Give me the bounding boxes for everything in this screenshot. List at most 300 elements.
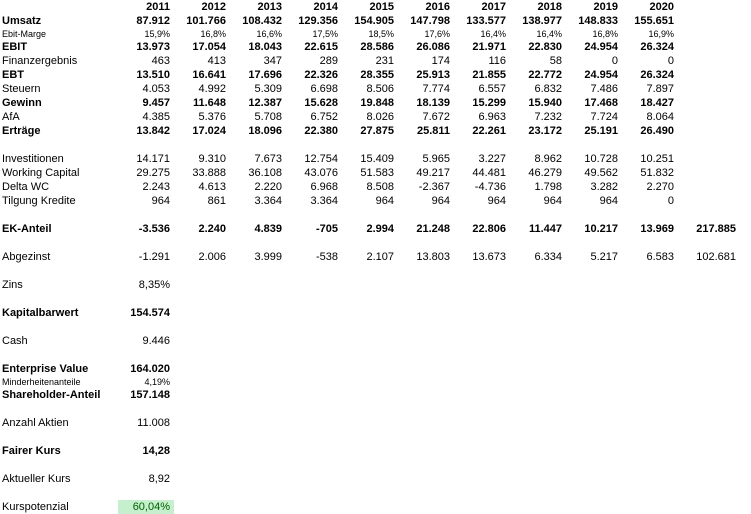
cell[interactable]: 154.574: [130, 307, 170, 319]
cell[interactable]: 15.628: [304, 97, 338, 109]
cell[interactable]: 3.282: [590, 181, 618, 193]
cell: [398, 500, 454, 514]
cell: [286, 362, 342, 376]
cell[interactable]: 6.752: [310, 111, 338, 123]
cell[interactable]: 5.708: [254, 111, 282, 123]
row-label: Delta WC: [2, 181, 50, 193]
cell[interactable]: 51.832: [640, 167, 674, 179]
cell[interactable]: 17.054: [192, 41, 226, 53]
spacer-row: [0, 458, 740, 472]
cell: [622, 362, 678, 376]
cell: [286, 472, 342, 486]
row-label: Working Capital: [2, 167, 80, 179]
cell[interactable]: 17,6%: [424, 29, 450, 39]
cell: [342, 388, 398, 402]
terminal-value-cell: [678, 82, 740, 96]
cell: [510, 472, 566, 486]
terminal-value-cell: [678, 54, 740, 68]
cell[interactable]: 18.096: [248, 125, 282, 137]
cell[interactable]: 22.380: [304, 125, 338, 137]
cell[interactable]: 18,5%: [368, 29, 394, 39]
cell[interactable]: 0: [667, 55, 674, 67]
cell: [230, 306, 286, 320]
row-ebt: [0, 68, 740, 82]
cell[interactable]: 964: [431, 195, 450, 207]
empty-cell: [0, 348, 740, 362]
cell[interactable]: 8,35%: [138, 279, 170, 291]
cell[interactable]: 5.217: [590, 251, 618, 263]
cell[interactable]: 3.364: [310, 195, 338, 207]
terminal-value-cell: [678, 278, 740, 292]
cell[interactable]: 347: [263, 55, 282, 67]
terminal-value-cell[interactable]: 217.885: [696, 223, 736, 235]
cell[interactable]: 26.086: [416, 41, 450, 53]
cell[interactable]: 16.641: [192, 69, 226, 81]
cell[interactable]: 7.724: [590, 111, 618, 123]
spacer-row: [0, 264, 740, 278]
cell[interactable]: 33.888: [192, 167, 226, 179]
cell[interactable]: 26.324: [640, 69, 674, 81]
cell[interactable]: 24.954: [584, 41, 618, 53]
cell[interactable]: 8,92: [148, 473, 170, 485]
cell[interactable]: 964: [599, 195, 618, 207]
cell[interactable]: 0: [611, 55, 618, 67]
cell[interactable]: 2.243: [142, 181, 170, 193]
terminal-value-cell: [678, 376, 740, 388]
cell[interactable]: 13.969: [640, 223, 674, 235]
cell: [454, 376, 510, 388]
cell: [510, 388, 566, 402]
empty-cell: [0, 138, 740, 152]
cell: [454, 278, 510, 292]
spacer-row: [0, 320, 740, 334]
cell[interactable]: -1.291: [138, 251, 170, 263]
cell[interactable]: 4,19%: [144, 377, 170, 387]
cell[interactable]: 16,4%: [480, 29, 506, 39]
year-header[interactable]: 2013: [257, 1, 282, 13]
cell[interactable]: 154.905: [354, 15, 394, 27]
row-label: AfA: [2, 111, 20, 123]
cell[interactable]: 51.583: [360, 167, 394, 179]
cell: [174, 472, 230, 486]
cell: [622, 278, 678, 292]
cell[interactable]: 22.806: [472, 223, 506, 235]
cell[interactable]: -4.736: [474, 181, 506, 193]
cell[interactable]: 12.387: [248, 97, 282, 109]
cell[interactable]: 6.832: [534, 83, 562, 95]
cell[interactable]: 22.772: [528, 69, 562, 81]
cell[interactable]: 27.875: [360, 125, 394, 137]
cell[interactable]: 16,8%: [592, 29, 618, 39]
cell[interactable]: 964: [375, 195, 394, 207]
cell: [622, 416, 678, 430]
cell: [230, 388, 286, 402]
cell: [566, 416, 622, 430]
year-header[interactable]: 2014: [313, 1, 338, 13]
cell[interactable]: 28.586: [360, 41, 394, 53]
cell[interactable]: 108.432: [242, 15, 282, 27]
terminal-value-cell: [678, 500, 740, 514]
cell[interactable]: 164.020: [130, 363, 170, 375]
cell[interactable]: 14,28: [142, 445, 170, 457]
year-header[interactable]: 2015: [369, 1, 394, 13]
row-abgezinst: [0, 250, 740, 264]
cell[interactable]: -3.536: [138, 223, 170, 235]
cell: [174, 416, 230, 430]
cell: [342, 278, 398, 292]
empty-cell: [0, 264, 740, 278]
cell[interactable]: 6.963: [478, 111, 506, 123]
terminal-value-cell[interactable]: 102.681: [696, 251, 736, 263]
cell[interactable]: 10.217: [584, 223, 618, 235]
cell[interactable]: 15.409: [360, 153, 394, 165]
cell[interactable]: 58: [549, 55, 562, 67]
cell: [342, 362, 398, 376]
cell[interactable]: 43.076: [304, 167, 338, 179]
cell[interactable]: 138.977: [522, 15, 562, 27]
cell[interactable]: 5.965: [422, 153, 450, 165]
row-label: Ebit-Marge: [2, 29, 47, 39]
year-header[interactable]: 2018: [537, 1, 562, 13]
cell: [566, 376, 622, 388]
cell[interactable]: 964: [151, 195, 170, 207]
terminal-value-cell: [678, 110, 740, 124]
cell: [174, 376, 230, 388]
cell[interactable]: 29.275: [136, 167, 170, 179]
cell[interactable]: 13.973: [136, 41, 170, 53]
row-ebit: [0, 40, 740, 54]
cell: [230, 334, 286, 348]
empty-cell: [0, 458, 740, 472]
terminal-value-cell: [678, 416, 740, 430]
cell[interactable]: 16,4%: [536, 29, 562, 39]
row-tilgung-kredite: [0, 194, 740, 208]
cell[interactable]: 147.798: [410, 15, 450, 27]
spacer-row: [0, 138, 740, 152]
cell[interactable]: 289: [319, 55, 338, 67]
cell: [454, 472, 510, 486]
cell[interactable]: 4.613: [198, 181, 226, 193]
cell[interactable]: 5.309: [254, 83, 282, 95]
row-ek-anteil: [0, 222, 740, 236]
cell[interactable]: 22.326: [304, 69, 338, 81]
cell[interactable]: 3.227: [478, 153, 506, 165]
empty-cell: [0, 486, 740, 500]
cell[interactable]: 15,9%: [144, 29, 170, 39]
cell[interactable]: 3.364: [254, 195, 282, 207]
cell: [342, 472, 398, 486]
row-label: Cash: [2, 335, 28, 347]
cell[interactable]: 15.940: [528, 97, 562, 109]
cell[interactable]: 13.803: [416, 251, 450, 263]
cell[interactable]: 174: [431, 55, 450, 67]
cell[interactable]: 2.107: [366, 251, 394, 263]
year-header[interactable]: 2011: [146, 1, 170, 13]
cell[interactable]: 861: [207, 195, 226, 207]
year-header[interactable]: 2020: [649, 1, 674, 13]
cell[interactable]: 5.376: [198, 111, 226, 123]
sheet-body: [0, 14, 740, 514]
row-label: Enterprise Value: [2, 363, 89, 375]
cell[interactable]: 11.447: [528, 223, 562, 235]
terminal-value-cell: [678, 14, 740, 28]
cell[interactable]: 19.848: [360, 97, 394, 109]
cell[interactable]: 17.468: [584, 97, 618, 109]
cell: [230, 362, 286, 376]
cell[interactable]: 9.457: [142, 97, 170, 109]
terminal-column-header: [678, 0, 740, 14]
cell: [566, 472, 622, 486]
cell[interactable]: 16,8%: [200, 29, 226, 39]
cell: [566, 362, 622, 376]
cell: [510, 306, 566, 320]
cell[interactable]: 9.446: [142, 335, 170, 347]
cell[interactable]: -2.367: [418, 181, 450, 193]
cell[interactable]: 17,5%: [312, 29, 338, 39]
cell[interactable]: 7.232: [534, 111, 562, 123]
kurspotenzial-highlight-cell[interactable]: 60,04%: [118, 500, 174, 514]
cell: [398, 472, 454, 486]
cell[interactable]: -705: [315, 223, 338, 235]
empty-cell: [0, 208, 740, 222]
year-header-row: [0, 0, 740, 14]
cell: [174, 278, 230, 292]
row-label: Tilgung Kredite: [2, 195, 76, 207]
cell: [230, 278, 286, 292]
row-label: EK-Anteil: [2, 223, 52, 235]
cell: [174, 306, 230, 320]
cell[interactable]: 157.148: [130, 389, 170, 401]
row-label: Shareholder-Anteil: [2, 389, 101, 401]
cell[interactable]: 21.248: [416, 223, 450, 235]
cell[interactable]: 18.427: [640, 97, 674, 109]
terminal-value-cell: [678, 152, 740, 166]
cell: [398, 388, 454, 402]
empty-cell: [0, 402, 740, 416]
cell: [622, 444, 678, 458]
cell[interactable]: 28.355: [360, 69, 394, 81]
cell[interactable]: 8.508: [366, 181, 394, 193]
cell: [398, 444, 454, 458]
cell: [622, 334, 678, 348]
cell[interactable]: 10.728: [584, 153, 618, 165]
row-umsatz: [0, 14, 740, 28]
cell: [454, 334, 510, 348]
cell: [286, 278, 342, 292]
cell[interactable]: 6.334: [534, 251, 562, 263]
cell[interactable]: 6.698: [310, 83, 338, 95]
cell: [398, 416, 454, 430]
year-header[interactable]: 2019: [593, 1, 618, 13]
row-enterprise-value: [0, 362, 740, 376]
row-ebit-marge: [0, 28, 740, 40]
cell[interactable]: 24.954: [584, 69, 618, 81]
cell[interactable]: 6.968: [310, 181, 338, 193]
cell: [510, 444, 566, 458]
spacer-row: [0, 430, 740, 444]
cell[interactable]: 11.648: [192, 97, 226, 109]
cell[interactable]: 26.324: [640, 41, 674, 53]
cell[interactable]: 22.615: [304, 41, 338, 53]
cell: [454, 362, 510, 376]
cell[interactable]: 15.299: [472, 97, 506, 109]
cell[interactable]: 463: [151, 55, 170, 67]
cell[interactable]: 16,9%: [648, 29, 674, 39]
spacer-row: [0, 208, 740, 222]
cell[interactable]: 4.053: [142, 83, 170, 95]
cell[interactable]: 8.506: [366, 83, 394, 95]
row-label: EBIT: [2, 41, 28, 53]
cell[interactable]: 148.833: [578, 15, 618, 27]
cell: [230, 444, 286, 458]
cell[interactable]: 2.240: [198, 223, 226, 235]
cell[interactable]: 13.673: [472, 251, 506, 263]
cell[interactable]: 6.557: [478, 83, 506, 95]
cell[interactable]: 23.172: [528, 125, 562, 137]
cell[interactable]: 13.510: [136, 69, 170, 81]
cell[interactable]: 46.279: [528, 167, 562, 179]
cell: [454, 306, 510, 320]
cell: [566, 306, 622, 320]
cell: [398, 278, 454, 292]
row-label: Investitionen: [2, 153, 64, 165]
cell[interactable]: 2.006: [198, 251, 226, 263]
cell: [286, 334, 342, 348]
cell: [454, 388, 510, 402]
row-label: Steuern: [2, 83, 41, 95]
cell[interactable]: 17.696: [248, 69, 282, 81]
empty-cell: [0, 292, 740, 306]
cell[interactable]: 18.043: [248, 41, 282, 53]
cell: [342, 444, 398, 458]
cell: [566, 334, 622, 348]
cell[interactable]: 6.583: [646, 251, 674, 263]
cell[interactable]: 2.270: [646, 181, 674, 193]
cell[interactable]: 21.971: [472, 41, 506, 53]
cell[interactable]: 11.008: [137, 417, 170, 429]
cell[interactable]: 101.766: [186, 15, 226, 27]
cell: [286, 416, 342, 430]
row-working-capital: [0, 166, 740, 180]
cell[interactable]: 413: [207, 55, 226, 67]
cell[interactable]: 14.171: [136, 153, 170, 165]
row-anzahl-aktien: [0, 416, 740, 430]
cell: [398, 306, 454, 320]
year-header[interactable]: 2012: [201, 1, 226, 13]
cell: [286, 376, 342, 388]
cell[interactable]: 49.562: [584, 167, 618, 179]
cell[interactable]: 18.139: [416, 97, 450, 109]
cell[interactable]: 8.026: [366, 111, 394, 123]
year-header[interactable]: 2017: [481, 1, 506, 13]
cell[interactable]: 129.356: [298, 15, 338, 27]
row-label: Kapitalbarwert: [2, 307, 79, 319]
cell[interactable]: 116: [488, 55, 506, 67]
cell[interactable]: 16,6%: [256, 29, 282, 39]
cell[interactable]: 22.261: [472, 125, 506, 137]
cell[interactable]: 1.798: [534, 181, 562, 193]
cell[interactable]: 26.490: [640, 125, 674, 137]
row-zins: [0, 278, 740, 292]
row-afa: [0, 110, 740, 124]
cell[interactable]: 44.481: [472, 167, 506, 179]
cell[interactable]: 25.811: [416, 125, 450, 137]
cell[interactable]: 155.651: [634, 15, 674, 27]
cell[interactable]: 964: [487, 195, 506, 207]
terminal-value-cell: [678, 124, 740, 138]
terminal-value-cell: [678, 96, 740, 110]
cell: [398, 362, 454, 376]
cell[interactable]: 2.994: [366, 223, 394, 235]
cell[interactable]: 7.672: [422, 111, 450, 123]
cell[interactable]: 21.855: [472, 69, 506, 81]
cell[interactable]: 4.992: [198, 83, 226, 95]
cell[interactable]: 8.064: [646, 111, 674, 123]
cell[interactable]: -538: [315, 251, 338, 263]
cell[interactable]: 231: [375, 55, 394, 67]
terminal-value-cell: [678, 28, 740, 40]
cell[interactable]: 964: [543, 195, 562, 207]
cell[interactable]: 87.912: [136, 15, 170, 27]
cell[interactable]: 7.774: [422, 83, 450, 95]
cell[interactable]: 49.217: [416, 167, 450, 179]
cell[interactable]: 36.108: [248, 167, 282, 179]
row-label: Fairer Kurs: [2, 445, 61, 457]
cell[interactable]: 2.220: [254, 181, 282, 193]
cell: [622, 500, 678, 514]
cell[interactable]: 7.486: [590, 83, 618, 95]
cell[interactable]: 9.310: [198, 153, 226, 165]
cell: [230, 376, 286, 388]
cell: [174, 362, 230, 376]
row-investitionen: [0, 152, 740, 166]
row-kurspotenzial: [0, 500, 740, 514]
cell[interactable]: 8.962: [534, 153, 562, 165]
row-steuern: [0, 82, 740, 96]
cell[interactable]: 4.839: [254, 223, 282, 235]
cell[interactable]: 7.673: [254, 153, 282, 165]
terminal-value-cell: [678, 306, 740, 320]
cell[interactable]: 133.577: [466, 15, 506, 27]
cell[interactable]: 22.830: [528, 41, 562, 53]
cell[interactable]: 12.754: [304, 153, 338, 165]
row-label: Aktueller Kurs: [2, 473, 71, 485]
cell: [566, 388, 622, 402]
cell: [286, 388, 342, 402]
cell[interactable]: 25.191: [584, 125, 618, 137]
cell[interactable]: 4.385: [142, 111, 170, 123]
cell[interactable]: 7.897: [646, 83, 674, 95]
cell[interactable]: 25.913: [416, 69, 450, 81]
empty-cell: [0, 320, 740, 334]
row-label: Umsatz: [2, 15, 42, 27]
cell[interactable]: 10.251: [640, 153, 674, 165]
row-shareholder-anteil: [0, 388, 740, 402]
cell: [174, 500, 230, 514]
year-header[interactable]: 2016: [425, 1, 450, 13]
cell: [174, 444, 230, 458]
cell[interactable]: 3.999: [254, 251, 282, 263]
cell[interactable]: 0: [667, 195, 674, 207]
terminal-value-cell: [678, 472, 740, 486]
row-kapitalbarwert: [0, 306, 740, 320]
cell: [622, 306, 678, 320]
cell: [342, 306, 398, 320]
cell[interactable]: 17.024: [192, 125, 226, 137]
cell: [454, 444, 510, 458]
cell[interactable]: 13.842: [136, 125, 170, 137]
cell: [510, 334, 566, 348]
